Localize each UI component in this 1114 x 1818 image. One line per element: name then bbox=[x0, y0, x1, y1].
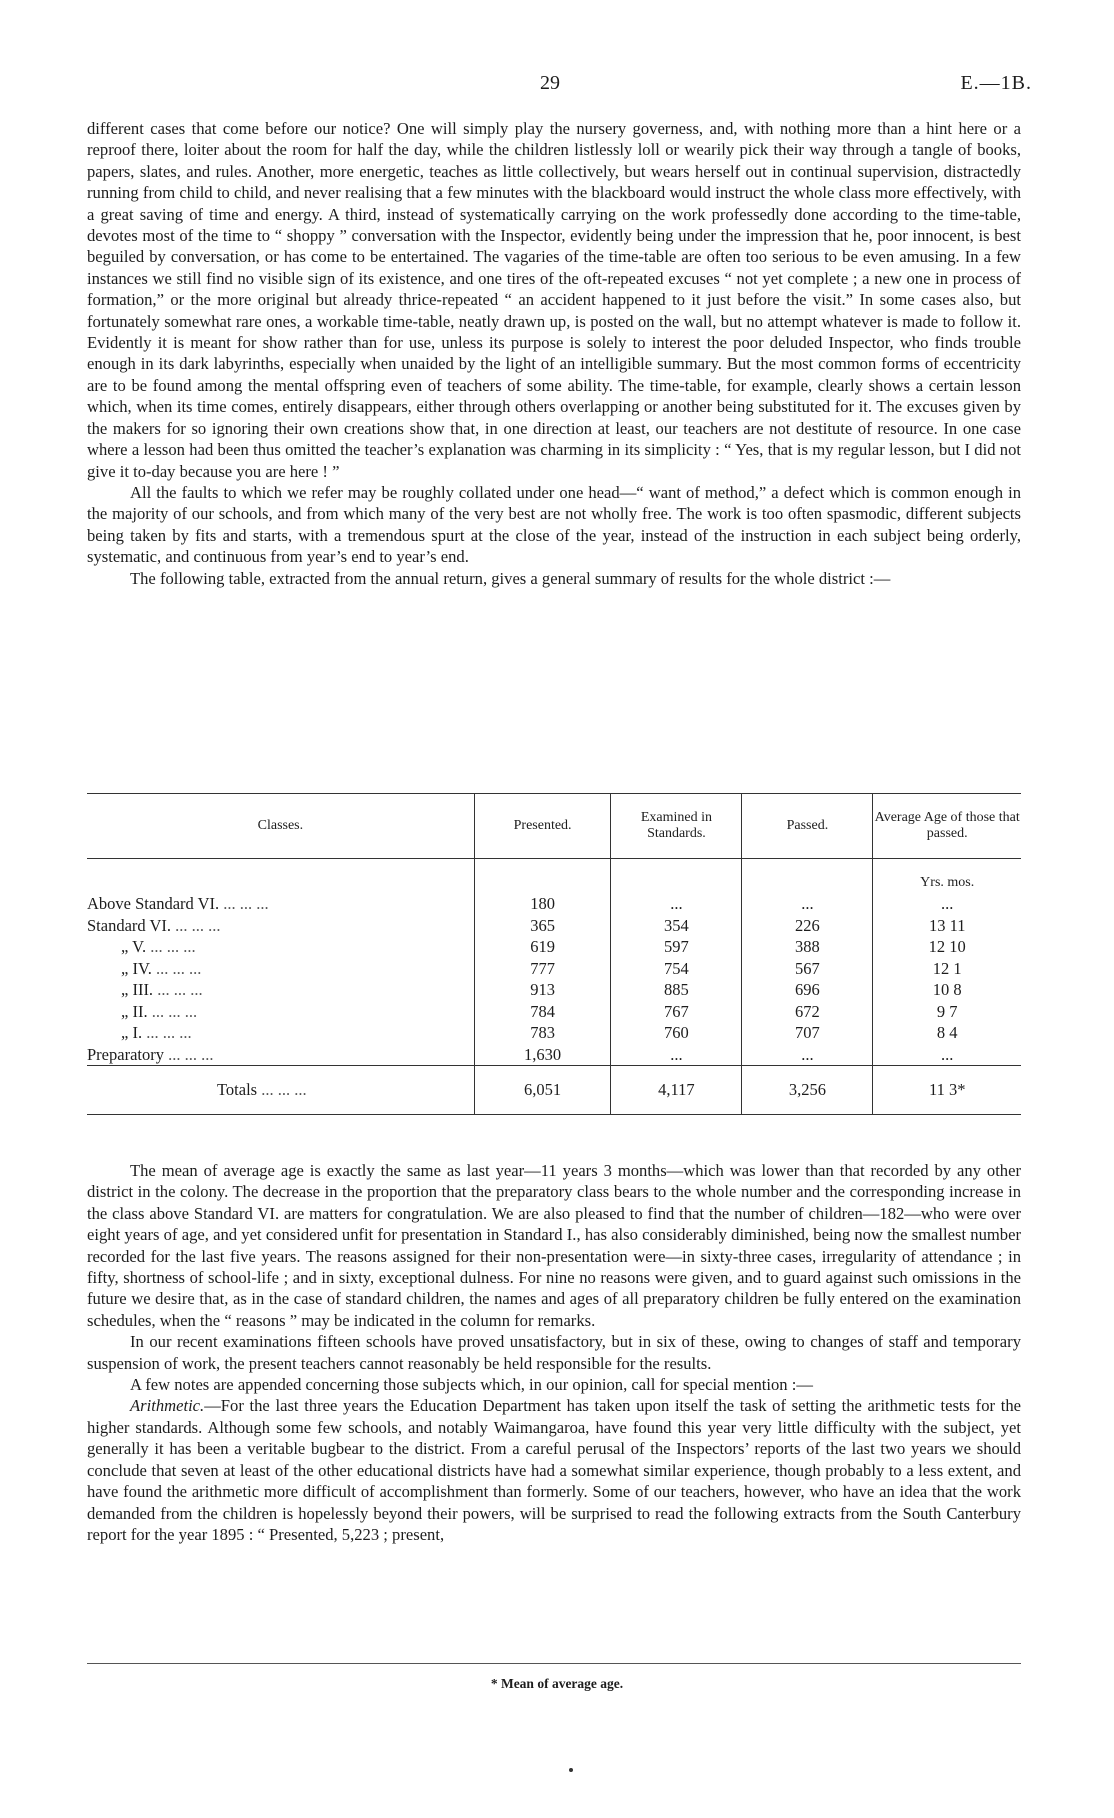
row-leader: ... ... ... bbox=[168, 1044, 214, 1064]
row-leader: ... ... ... bbox=[151, 1001, 198, 1021]
cell-passed: 388 bbox=[742, 936, 873, 958]
row-label: Standard VI. bbox=[87, 915, 172, 935]
cell-examined: 760 bbox=[611, 1022, 742, 1044]
arithmetic-text: —For the last three years the Education Department has taken upon itself the task of setting the arithmetic tests for the higher standards. Although some few schools, and notably Waimangaroa, have found this year very little difficulty with the subject, yet generally it has been a veritable bugbear to the district. From a careful perusal of the Inspectors’ reports of the last two years we should conclude that seven at least of the other educational districts have had a somewhat similar experience, though probably to a less extent, and have found the arithmetic more difficult of accomplishment than formerly. Some of our teachers, however, who have an idea that the work demanded from the children is hopelessly beyond their powers, will be surprised to read the following extracts from the South Canterbury report for the year 1895 : “ Presented, 5,223 ; present, bbox=[87, 1396, 1021, 1544]
row-label: „ IV. bbox=[121, 958, 152, 978]
header-classes: Classes. bbox=[87, 794, 474, 859]
cell-examined: ... bbox=[611, 893, 742, 915]
paragraph: The mean of average age is exactly the same as last year—11 years 3 months—which was lower than that recorded by any other district in the colony. The decrease in the proportion that the preparatory class bears to the whole number and the corresponding increase in the class above Standard VI. are matters for congratulation. We are also pleased to find that the number of children—182—who were over eight years of age, and yet considered unfit for presentation in Standard I., has also considerably diminished, being now the smallest number recorded for the last five years. The reasons assigned for their non-presentation were—in sixty-three cases, irregularity of attendance ; in fifty, shortness of school-life ; and in sixty, exceptional dulness. For nine no reasons were given, and to guard against such omissions in the future we desire that, as in the case of standard children, the names and ages of all preparatory children be fully entered on the examination schedules, when the “ reasons ” may be indicated in the column for remarks. bbox=[87, 1161, 1021, 1330]
cell-presented: 619 bbox=[474, 936, 611, 958]
total-presented: 6,051 bbox=[474, 1066, 611, 1115]
cell-examined: ... bbox=[611, 1044, 742, 1066]
row-leader: ... ... ... bbox=[175, 915, 221, 935]
cell-presented: 784 bbox=[474, 1001, 611, 1023]
header-examined: Examined in Standards. bbox=[611, 794, 742, 859]
row-label: Above Standard VI. bbox=[87, 894, 220, 913]
row-label: „ V. bbox=[121, 937, 147, 956]
header-average-age: Average Age of those that passed. bbox=[873, 794, 1021, 859]
paragraph: All the faults to which we refer may be roughly collated under one head—“ want of method,” a defect which is common enough in the majority of our schools, and from which many of the very best are not wholly free. The work is too often spasmodic, different subjects being taken by fits and starts, with a tremendous spurt at the close of the year, instead of the instruction in each subject being orderly, systematic, and continuous from year’s end to year’s end. bbox=[87, 482, 1021, 567]
table-row bbox=[87, 1044, 1021, 1066]
page-reference: E.—1B. bbox=[960, 72, 1032, 94]
cell-age: 10 8 bbox=[873, 979, 1021, 1001]
cell-passed: ... bbox=[742, 893, 873, 915]
results-table bbox=[87, 793, 1021, 1115]
cell-passed: 707 bbox=[742, 1022, 873, 1044]
cell-age: 12 10 bbox=[873, 936, 1021, 958]
cell-passed: 567 bbox=[742, 958, 873, 980]
cell-presented: 783 bbox=[474, 1022, 611, 1044]
table-row bbox=[87, 915, 1021, 937]
header-presented: Presented. bbox=[474, 794, 611, 859]
cell-presented: 180 bbox=[474, 893, 611, 915]
age-units: Yrs. mos. bbox=[873, 859, 1021, 894]
row-label: Preparatory bbox=[87, 1044, 164, 1064]
paragraph: different cases that come before our notice? One will simply play the nursery governess, and, with nothing more than a hint here or a reproof there, loiter about the room for half the day, while the children listlessly loll or wearily pick their way through a tangle of books, papers, slates, and rules. Another, more energetic, teaches as little collectively, but wears herself out in continual supervision, distractedly running from child to child, and never realising that a few minutes with the blackboard would instruct the whole class more effectively, with a great saving of time and energy. A third, instead of systematically carrying on the work professedly done according to the time-table, devotes most of the time to “ shoppy ” conversation with the Inspector, evidently being under the impression that he, poor innocent, is best beguiled by conversation, or has come to be entertained. The vagaries of the time-table are often too serious to be even amusing. In a few instances we still find no visible sign of its existence, and one tires of the oft-repeated excuses “ not yet complete ; a new one in process of formation,” or the more original but already thrice-repeated “ an accident happened to it just before the visit.” In some cases also, but fortunately somewhat rare ones, a workable time-table, neatly drawn up, is posted on the wall, but no attempt whatever is made to follow it. Evidently it is meant for show rather than for use, unless its purpose is solely to interest the poor deluded Inspector, who finds trouble enough in its dark labyrinths, especially when unaided by the light of an intelligible summary. But the most common forms of eccentricity are to be found among the mental offspring even of teachers of some ability. The time-table, for example, clearly shows a certain lesson which, when its time comes, entirely disappears, either through others overlapping or another being substituted for it. The excuses given by the makers for so ignoring their own creations show that, in one direction at least, our teachers are not destitute of resource. In one case where a lesson had been thus omitted the teacher’s explanation was charming in its simplicity : “ Yes, that is my regular lesson, but I did not give it to-day because you are here ! ” bbox=[87, 119, 1021, 481]
total-examined: 4,117 bbox=[611, 1066, 742, 1115]
cell-age: 13 11 bbox=[873, 915, 1021, 937]
cell-passed: 696 bbox=[742, 979, 873, 1001]
totals-row bbox=[87, 1066, 1021, 1115]
row-leader: ... ... ... bbox=[261, 1080, 307, 1100]
cell-presented: 365 bbox=[474, 915, 611, 937]
cell-examined: 597 bbox=[611, 936, 742, 958]
paragraph: A few notes are appended concerning those subjects which, in our opinion, call for special mention :— bbox=[130, 1375, 813, 1395]
totals-label: Totals bbox=[217, 1080, 258, 1100]
cell-examined: 767 bbox=[611, 1001, 742, 1023]
page-header bbox=[0, 72, 1114, 102]
table-row bbox=[87, 958, 1021, 980]
cell-age: 9 7 bbox=[873, 1001, 1021, 1023]
body-text-bottom bbox=[87, 1160, 1021, 1545]
body-text-top bbox=[87, 118, 1021, 589]
total-age: 11 3* bbox=[873, 1066, 1021, 1115]
cell-presented: 1,630 bbox=[474, 1044, 611, 1066]
total-passed: 3,256 bbox=[742, 1066, 873, 1115]
cell-age: ... bbox=[873, 1044, 1021, 1066]
cell-passed: 226 bbox=[742, 915, 873, 937]
row-leader: ... ... ... bbox=[155, 958, 202, 978]
footnote-divider bbox=[87, 1663, 1021, 1664]
cell-examined: 885 bbox=[611, 979, 742, 1001]
cell-age: 8 4 bbox=[873, 1022, 1021, 1044]
cell-presented: 913 bbox=[474, 979, 611, 1001]
footnote: * Mean of average age. bbox=[490, 1676, 624, 1691]
cell-age: 12 1 bbox=[873, 958, 1021, 980]
table-row bbox=[87, 979, 1021, 1001]
row-label: „ I. bbox=[121, 1023, 143, 1042]
row-label: „ III. bbox=[121, 980, 154, 999]
cell-passed: ... bbox=[742, 1044, 873, 1066]
cell-examined: 754 bbox=[611, 958, 742, 980]
cell-age: ... bbox=[873, 893, 1021, 915]
row-leader: ... ... ... bbox=[150, 937, 196, 956]
paragraph: The following table, extracted from the annual return, gives a general summary of results for the whole district :— bbox=[130, 568, 891, 588]
row-leader: ... ... ... bbox=[223, 894, 269, 913]
arithmetic-heading: Arithmetic. bbox=[130, 1396, 205, 1416]
table-row bbox=[87, 936, 1021, 958]
cell-passed: 672 bbox=[742, 1001, 873, 1023]
table-row bbox=[87, 1001, 1021, 1023]
paragraph: In our recent examinations fifteen schools have proved unsatisfactory, but in six of these, owing to changes of staff and temporary suspension of work, the present teachers cannot reasonably be held responsible for the results. bbox=[87, 1332, 1021, 1373]
table-row bbox=[87, 1022, 1021, 1044]
header-passed: Passed. bbox=[742, 794, 873, 859]
row-leader: ... ... ... bbox=[157, 980, 203, 999]
page-mark bbox=[569, 1768, 573, 1772]
row-label: „ II. bbox=[121, 1001, 148, 1021]
cell-presented: 777 bbox=[474, 958, 611, 980]
paragraph-arithmetic bbox=[87, 1395, 1021, 1545]
page-number: 29 bbox=[540, 72, 560, 94]
cell-examined: 354 bbox=[611, 915, 742, 937]
row-leader: ... ... ... bbox=[146, 1023, 192, 1042]
table-row bbox=[87, 893, 1021, 915]
